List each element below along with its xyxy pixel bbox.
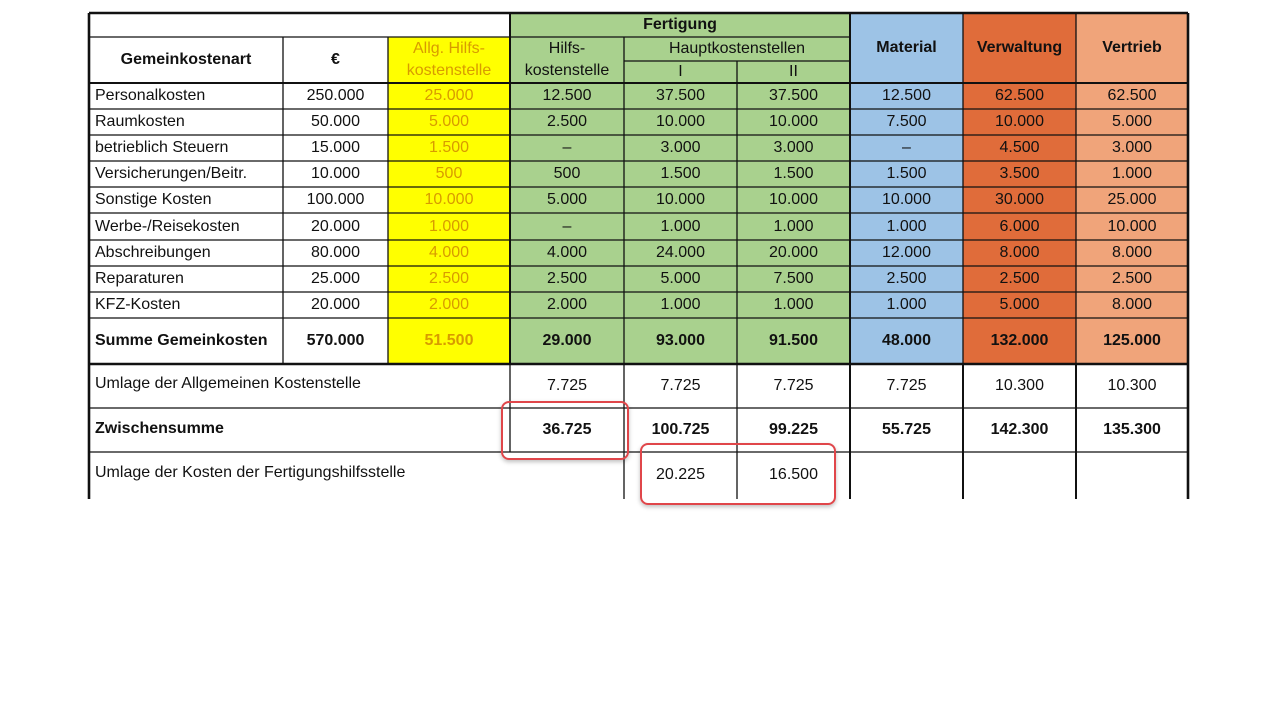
umlage-allg-value: 7.725 xyxy=(886,377,927,394)
row-label: Raumkosten xyxy=(95,113,185,130)
header-haupt-i: I xyxy=(678,63,683,80)
value-cell: 1.000 xyxy=(660,296,701,313)
header-gemeinkostenart: Gemeinkostenart xyxy=(120,51,252,68)
value-cell: 3.500 xyxy=(999,165,1040,182)
zwischensumme-value: 142.300 xyxy=(990,421,1049,438)
value-cell: 2.500 xyxy=(546,270,588,287)
header-hilfskostenstelle xyxy=(510,37,624,83)
value-cell: 62.500 xyxy=(1107,87,1157,104)
cell-line: Allg. Hilfs- xyxy=(412,40,485,57)
value-cell: 4.000 xyxy=(428,244,470,261)
umlage-allg-value: 7.725 xyxy=(773,377,814,394)
row-label: Abschreibungen xyxy=(95,244,211,261)
header-vertrieb: Vertrieb xyxy=(1102,39,1162,56)
cell-line: kostenstelle xyxy=(524,62,610,79)
value-cell: 5.000 xyxy=(428,113,470,130)
value-cell: 8.000 xyxy=(1111,296,1153,313)
value-cell: 12.000 xyxy=(882,244,931,261)
value-cell: 10.000 xyxy=(769,113,818,130)
value-cell: 25.000 xyxy=(424,87,474,104)
summe-value: 125.000 xyxy=(1103,332,1161,349)
value-cell: 2.500 xyxy=(999,270,1040,287)
value-cell: 5.000 xyxy=(1111,113,1153,130)
row-label: Sonstige Kosten xyxy=(95,191,212,208)
header-allg-hilfskostenstelle xyxy=(388,37,510,83)
row-label: Personalkosten xyxy=(95,87,206,104)
value-cell: 2.500 xyxy=(1111,270,1153,287)
zwischensumme-label: Zwischensumme xyxy=(95,420,224,437)
header-haupt-ii: II xyxy=(789,63,798,80)
value-cell: 7.500 xyxy=(773,270,814,287)
zwischensumme-value: 36.725 xyxy=(542,421,592,438)
value-cell: 2.500 xyxy=(886,270,927,287)
value-cell: 1.500 xyxy=(428,139,470,156)
summe-label: Summe Gemeinkosten xyxy=(95,332,268,349)
zwischensumme-value: 99.225 xyxy=(769,421,818,438)
value-cell: 1.000 xyxy=(660,217,701,235)
row-label: betrieblich Steuern xyxy=(95,139,229,156)
value-cell: 4.000 xyxy=(546,244,588,261)
summe-value: 51.500 xyxy=(424,332,474,349)
zwischensumme-value: 135.300 xyxy=(1103,421,1161,438)
value-cell: – xyxy=(562,217,572,235)
highlight-zwischensumme-hilfs xyxy=(501,401,629,460)
value-cell: 8.000 xyxy=(1111,244,1153,261)
value-cell: 20.000 xyxy=(769,244,818,261)
value-cell: 37.500 xyxy=(769,87,818,104)
value-cell: 10.000 xyxy=(995,113,1044,130)
value-cell: 4.500 xyxy=(999,139,1040,156)
row-label: Werbe-/Reisekosten xyxy=(95,217,240,235)
value-cell: 24.000 xyxy=(656,244,705,261)
summe-value: 132.000 xyxy=(990,332,1049,349)
value-cell: 5.000 xyxy=(660,270,701,287)
value-cell: 50.000 xyxy=(311,113,360,130)
summe-value: 93.000 xyxy=(656,332,705,349)
value-cell: 2.500 xyxy=(428,270,470,287)
cell-fill xyxy=(89,13,510,37)
value-cell: 20.000 xyxy=(311,217,360,235)
umlage-allg-value: 7.725 xyxy=(546,377,588,394)
value-cell: 3.000 xyxy=(1111,139,1153,156)
value-cell: 5.000 xyxy=(546,191,588,208)
value-cell: 8.000 xyxy=(999,244,1040,261)
value-cell: 10.000 xyxy=(656,113,705,130)
value-cell: 37.500 xyxy=(656,87,705,104)
value-cell: – xyxy=(902,139,911,156)
header-euro: € xyxy=(331,51,340,68)
value-cell: 10.000 xyxy=(769,191,818,208)
value-cell: 5.000 xyxy=(999,296,1040,313)
summe-value: 29.000 xyxy=(542,332,592,349)
cell-line: kostenstelle xyxy=(406,62,492,79)
umlage-fert-label: Umlage der Kosten der Fertigungshilfsstelle xyxy=(95,464,406,481)
value-cell: 7.500 xyxy=(886,113,927,130)
value-cell: 10.000 xyxy=(656,191,705,208)
value-cell: 12.500 xyxy=(542,87,592,104)
header-material: Material xyxy=(876,39,937,56)
value-cell: 1.000 xyxy=(1111,165,1153,182)
value-cell: 80.000 xyxy=(311,244,360,261)
value-cell: 250.000 xyxy=(306,87,365,104)
row-label: Reparaturen xyxy=(95,270,184,287)
zwischensumme-value: 55.725 xyxy=(882,421,931,438)
value-cell: 3.000 xyxy=(773,139,814,156)
value-cell: 500 xyxy=(435,165,463,182)
value-cell: 1.500 xyxy=(886,165,927,182)
value-cell: 1.000 xyxy=(773,217,814,235)
value-cell: 12.500 xyxy=(882,87,931,104)
value-cell: 10.000 xyxy=(424,191,474,208)
value-cell: 6.000 xyxy=(999,217,1040,235)
umlage-allg-value: 10.300 xyxy=(1107,377,1157,394)
value-cell: 1.000 xyxy=(428,217,470,235)
umlage-allg-label: Umlage der Allgemeinen Kostenstelle xyxy=(95,375,361,392)
value-cell: 2.000 xyxy=(546,296,588,313)
umlage-allg-value: 10.300 xyxy=(995,377,1044,394)
value-cell: 1.500 xyxy=(773,165,814,182)
value-cell: 10.000 xyxy=(882,191,931,208)
row-label: Versicherungen/Beitr. xyxy=(95,165,248,182)
zwischensumme-value: 100.725 xyxy=(651,421,710,438)
value-cell: 20.000 xyxy=(311,296,360,313)
row-label: KFZ-Kosten xyxy=(95,296,181,313)
summe-value: 570.000 xyxy=(306,332,365,349)
header-verwaltung: Verwaltung xyxy=(976,39,1063,56)
highlight-umlage-fertigung xyxy=(640,443,836,505)
value-cell: 2.500 xyxy=(546,113,588,130)
value-cell: 3.000 xyxy=(660,139,701,156)
value-cell: 500 xyxy=(553,165,581,182)
value-cell: – xyxy=(562,139,572,156)
value-cell: 62.500 xyxy=(995,87,1044,104)
value-cell: 1.000 xyxy=(886,296,927,313)
value-cell: 2.000 xyxy=(428,296,470,313)
value-cell: 1.500 xyxy=(660,165,701,182)
summe-value: 48.000 xyxy=(882,332,931,349)
umlage-fert-value: 16.500 xyxy=(769,465,818,483)
value-cell: 30.000 xyxy=(995,191,1044,208)
summe-value: 91.500 xyxy=(769,332,818,349)
header-fertigung: Fertigung xyxy=(643,16,717,33)
value-cell: 100.000 xyxy=(306,191,365,208)
value-cell: 25.000 xyxy=(1107,191,1157,208)
value-cell: 25.000 xyxy=(311,270,360,287)
value-cell: 10.000 xyxy=(1107,217,1157,235)
cell-line: Hilfs- xyxy=(548,40,586,57)
umlage-allg-value: 7.725 xyxy=(660,377,701,394)
value-cell: 1.000 xyxy=(886,217,927,235)
umlage-fert-value: 20.225 xyxy=(656,465,705,483)
value-cell: 1.000 xyxy=(773,296,814,313)
value-cell: 10.000 xyxy=(311,165,360,182)
value-cell: 15.000 xyxy=(311,139,360,156)
header-hauptkostenstellen: Hauptkostenstellen xyxy=(668,40,806,57)
